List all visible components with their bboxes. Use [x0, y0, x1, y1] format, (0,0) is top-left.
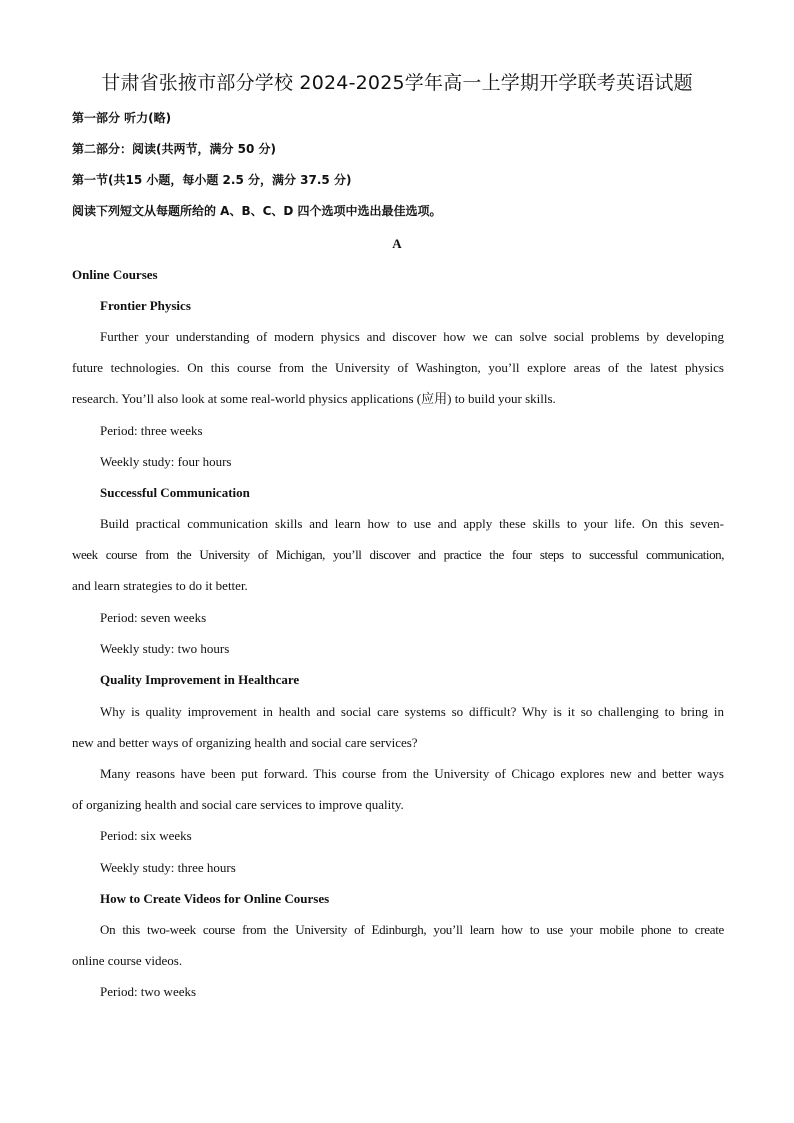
course-title: Frontier Physics	[100, 298, 191, 313]
course-description-line: and learn strategies to do it better.	[72, 578, 248, 593]
course-period: Period: six weeks	[100, 828, 192, 843]
passage-heading: Online Courses	[72, 267, 158, 282]
part1-heading: 第一部分 听力(略)	[72, 111, 172, 125]
course-description-line: week course from the University of Michigan, you’ll discover and practice the four steps to successful communication,	[72, 547, 724, 562]
course-title: Quality Improvement in Healthcare	[100, 672, 300, 687]
course-period: Period: two weeks	[100, 984, 197, 999]
course-period: Period: three weeks	[100, 423, 203, 438]
course-description-line: Many reasons have been put forward. This course from the University of Chicago explores new and better ways	[100, 766, 724, 781]
course-title: Successful Communication	[100, 485, 250, 500]
document-title: 甘肃省张掖市部分学校 2024-2025学年高一上学期开学联考英语试题	[101, 72, 693, 94]
part2-heading: 第二部分：阅读(共两节，满分 50 分)	[72, 142, 277, 156]
course-description-line: new and better ways of organizing health and social care services?	[72, 735, 418, 750]
course-weekly-study: Weekly study: two hours	[100, 641, 230, 656]
course-description-line: Why is quality improvement in health and social care systems so difficult? Why is it so challenging to bring in	[100, 704, 724, 719]
course-description-line: of organizing health and social care services to improve quality.	[72, 797, 404, 812]
course-description-line: online course videos.	[72, 953, 183, 968]
instruction-text: 阅读下列短文从每题所给的 A、B、C、D 四个选项中选出最佳选项。	[72, 204, 442, 218]
course-description-line: Build practical communication skills and learn how to use and apply these skills to your life. On this seven-	[100, 516, 724, 531]
section1-heading: 第一节(共15 小题，每小题 2.5 分，满分 37.5 分)	[72, 173, 352, 187]
course-description-line: On this two-week course from the University of Edinburgh, you’ll learn how to use your mobile phone to create	[100, 922, 724, 937]
course-period: Period: seven weeks	[100, 610, 207, 625]
course-title: How to Create Videos for Online Courses	[100, 891, 330, 906]
course-description-line: Further your understanding of modern physics and discover how we can solve social problems by developing	[100, 329, 724, 344]
course-weekly-study: Weekly study: three hours	[100, 860, 236, 875]
course-description-line: future technologies. On this course from the University of Washington, you’ll explore areas of the latest physics	[72, 360, 724, 375]
course-description-line: research. You’ll also look at some real-world physics applications (应用) to build your skills.	[72, 391, 556, 406]
course-weekly-study: Weekly study: four hours	[100, 454, 232, 469]
passage-label: A	[392, 236, 402, 251]
